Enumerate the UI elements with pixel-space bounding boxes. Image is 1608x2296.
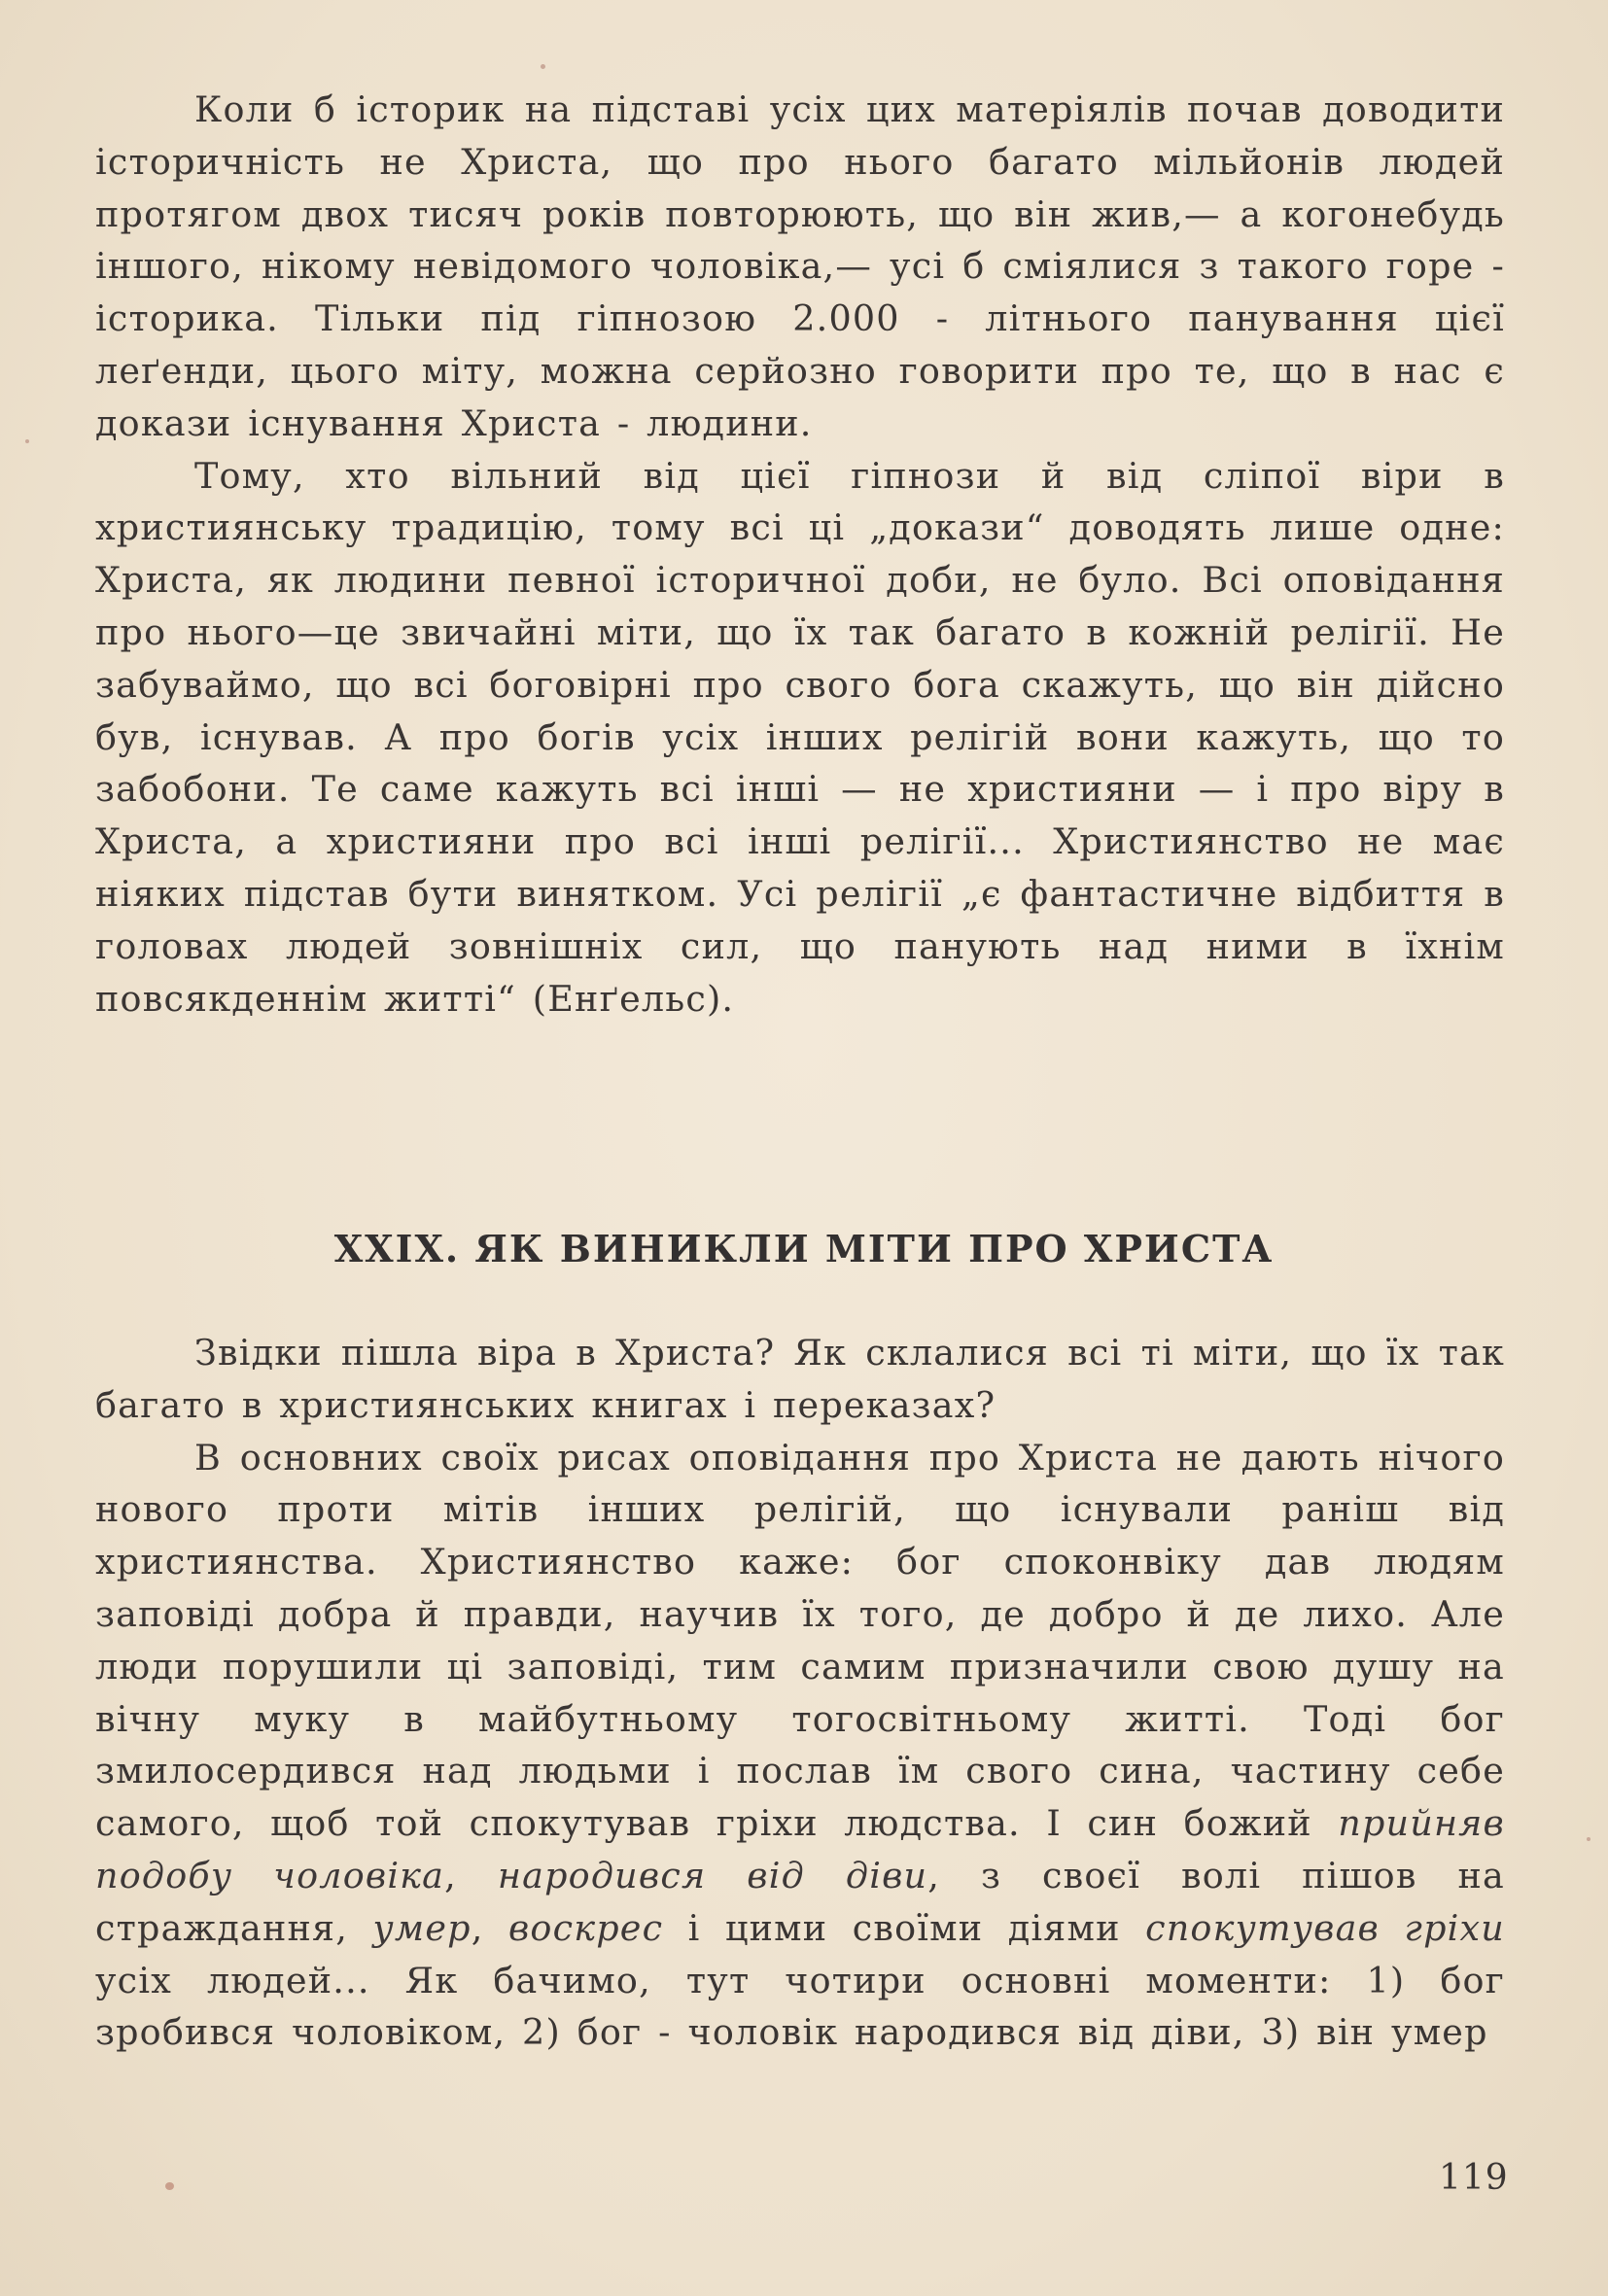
italic-phrase: народився від діви [497,1854,928,1896]
page-speck [1587,1837,1591,1841]
italic-phrase: воскрес [507,1906,664,1949]
italic-phrase: прийняв подобу чоловіка [95,1802,1505,1896]
page-speck [541,64,545,69]
page-number: 119 [1439,2158,1509,2198]
italic-phrase: умер [372,1906,472,1949]
paragraph-4-text: В основних своїх рисах оповідання про Христа не дають нічого нового проти мітів інших релігій, що існували раніш від християнства. Християнство каже: бог споконвіку дав людям заповіді добра й правди, научив їх того, де добро й де лихо. Але люди порушили ці заповіді, тим самим призначили свою душу на вічну муку в майбутньому тогосвітньому житті. Тоді бог змилосердився над людьми і послав їм свого сина, частину себе самого, щоб той спокутував гріхи людства. І син божий [95,1436,1505,1845]
paragraph-4-text: і цими своїми діями [663,1906,1146,1949]
paragraph-4 [95,1432,1505,2060]
text-block-top [95,84,1505,1025]
paragraph-4-text: , [471,1906,508,1949]
page-speck [25,439,29,443]
paragraph-2: Тому, хто вільний від цієї гіпнози й від сліпої віри в християнську традицію, тому всі ці „докази“ доводять лише одне: Христа, як людини певної історичної доби, не було. Всі оповідання про нього—це звичайні міти, що їх так багато в кожній релігії. Не забуваймо, що всі боговірні про свого бога скажуть, що він дійсно був, існував. А про богів усіх інших релігій вони кажуть, що то забобони. Те саме кажуть всі інші — не християни — і про віру в Христа, а християни про всі інші релігії... Християнство не має ніяких підстав бути винятком. Усі релігії „є фантастичне відбиття в головах людей зовнішніх сил, що панують над ними в їхнім повсякденнім житті“ (Енґельс). [95,454,1505,1020]
paragraph-1: Коли б історик на підставі усіх цих матеріялів почав доводити історичність не Христа, що про нього багато мільйонів людей протягом двох тисяч років повторюють, що він жив,— а когонебудь іншого, нікому невідомого чоловіка,— усі б сміялися з такого горе - історика. Тільки під гіпнозою 2.000 - літнього панування цієї леґенди, цього міту, можна серйозно говорити про те, що в нас є докази існування Христа - людини. [95,88,1505,444]
italic-phrase: спокутував гріхи [1145,1906,1506,1949]
page-speck [165,2182,174,2190]
paragraph-4-text: усіх людей... Як бачимо, тут чотири основні моменти: 1) бог зробився чоловіком, 2) бог - чоловік народився від діви, 3) він умер [95,1959,1505,2054]
paragraph-4-text: , [444,1854,498,1896]
section-heading: XXIX. ЯК ВИНИКЛИ МІТИ ПРО ХРИСТА [333,1227,1275,1270]
paragraph-3: Звідки пішла віра в Христа? Як склалися всі ті міти, що їх так багато в християнських книгах і переказах? [95,1332,1505,1426]
text-block-bottom [95,1327,1505,2059]
paragraph-4-text: , з своєї волі пішов на страждання, [95,1854,1506,1949]
